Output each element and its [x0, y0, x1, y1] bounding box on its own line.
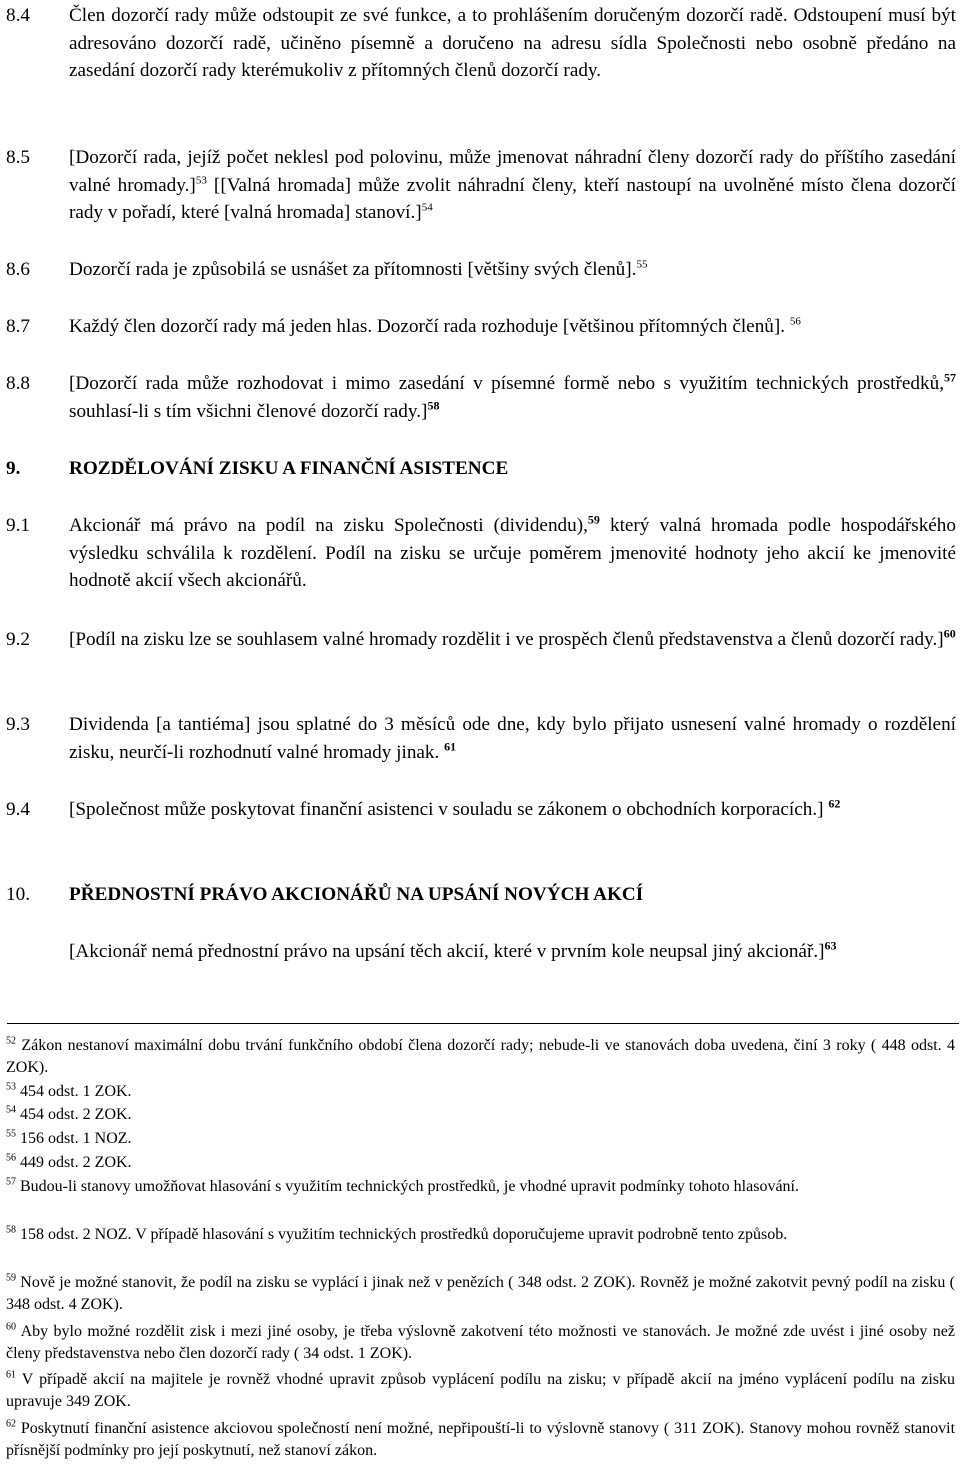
section-title: PŘEDNOSTNÍ PRÁVO AKCIONÁŘŮ NA UPSÁNÍ NOVÝCH AKCÍ: [69, 884, 644, 905]
clause-text: [69, 313, 956, 341]
footnote: [6, 1128, 955, 1150]
clause-text-part: Dozorčí rada je způsobilá se usnášet za přítomnosti [většiny svých členů].: [69, 259, 637, 280]
clause-text-part: který valná hromada podle hospodářského výsledku schválila k rozdělení. Podíl na zisku se určuje poměrem jmenovité hodnoty jeho akcií ke jmenovité hodnotě akcií všech akcionářů.: [69, 515, 956, 591]
footnote-ref: 61: [444, 739, 457, 754]
footnote-ref: 60: [943, 626, 956, 641]
clause-text-part: [[Valná hromada] může zvolit náhradní členy, kteří nastoupí na uvolněné místo člena dozorčí rady v pořadí, které [valná hromada] stanoví.]: [69, 174, 956, 223]
clause-text-part: Akcionář má právo na podíl na zisku Společnosti (dividendu),: [69, 515, 588, 536]
clause-number: 8.5: [6, 147, 30, 168]
footnote-number: 52: [6, 1035, 16, 1047]
footnote-text: Zákon nestanoví maximální dobu trvání funkčního období člena dozorčí rady; nebude-li ve stanovách doba uvedena, činí 3 roky ( 448 odst. 4 ZOK).: [6, 1037, 955, 1077]
footnote-number: 58: [6, 1224, 16, 1236]
clause-text-part: [Akcionář nemá přednostní právo na upsání těch akcií, které v prvním kole neupsal jiný akcionář.]: [69, 941, 825, 962]
clause-number: 8.6: [6, 259, 30, 280]
footnote-number: 61: [6, 1369, 16, 1381]
clause-text-part: Každý člen dozorčí rady má jeden hlas. Dozorčí rada rozhoduje [většinou přítomných členů].: [69, 316, 786, 337]
clause-text: [69, 512, 956, 595]
clause-text: [69, 938, 956, 966]
footnote-number: 57: [6, 1176, 16, 1188]
clause-number: 9.2: [6, 629, 30, 650]
footnote-separator: [7, 1023, 959, 1024]
footnote-number: 62: [6, 1418, 16, 1430]
footnote-ref: 57: [944, 370, 956, 385]
footnote-number: 60: [6, 1321, 16, 1333]
clause-text-part: [Podíl na zisku lze se souhlasem valné hromady rozdělit i ve prospěch členů představenstva a členů dozorčí rady.]: [69, 629, 944, 650]
footnote-ref: 56: [789, 315, 801, 328]
footnote: [6, 1081, 955, 1103]
footnote: [6, 1272, 955, 1317]
footnote: [6, 1176, 955, 1198]
clause-text-part: [Dozorčí rada, jejíž počet neklesl pod polovinu, může jmenovat náhradní členy dozorčí rady do příštího zasedání valné hromady.]: [69, 147, 956, 196]
footnote: [6, 1369, 955, 1414]
footnote-text: Aby bylo možné rozdělit zisk i mezi jiné osoby, je třeba výslovně zakotvení této možnosti ve stanovách. Je možné zde uvést i jiné osoby než členy představenstva nebo člen dozorčí rady ( 34 odst. 1 ZOK).: [6, 1323, 955, 1363]
footnote: [6, 1224, 955, 1246]
footnote-number: 56: [6, 1152, 16, 1164]
footnote-ref: 54: [421, 201, 433, 214]
clause-number: 8.4: [6, 5, 30, 26]
footnote-text: 156 odst. 1 NOZ.: [20, 1130, 132, 1147]
clause-number: 9.1: [6, 515, 30, 536]
footnote-number: 59: [6, 1272, 16, 1284]
footnote: [6, 1418, 955, 1463]
footnote-ref: 62: [828, 796, 841, 811]
section-number: 10.: [6, 884, 30, 905]
footnote-text: 454 odst. 1 ZOK.: [20, 1083, 132, 1100]
footnote-ref: 53: [195, 174, 207, 187]
footnote-ref: 63: [824, 938, 837, 953]
footnote-ref: 58: [427, 398, 440, 413]
footnote-text: 158 odst. 2 NOZ. V případě hlasování s využitím technických prostředků doporučujeme upravit podrobně tento způsob.: [20, 1226, 788, 1243]
footnote: [6, 1152, 955, 1174]
clause-text: Člen dozorčí rady může odstoupit ze své funkce, a to prohlášením doručeným dozorčí radě. Odstoupení musí být adresováno dozorčí radě, učiněno písemně a doručeno na adresu sídla Společnosti nebo osobně předáno na zasedání dozorčí rady kterémukoliv z přítomných členů dozorčí rady.: [69, 5, 956, 81]
section-title: ROZDĚLOVÁNÍ ZISKU A FINANČNÍ ASISTENCE: [69, 458, 509, 479]
clause-number: 8.8: [6, 373, 30, 394]
footnote-text: V případě akcií na majitele je rovněž vhodné upravit způsob vyplácení podílu na zisku; v případě akcií na jméno vyplácení podílu na zisku upravuje 349 ZOK.: [6, 1371, 956, 1411]
footnote-text: 449 odst. 2 ZOK.: [20, 1154, 132, 1171]
clause-text: [69, 796, 956, 824]
footnote-text: Nově je možné stanovit, že podíl na zisku se vyplácí i jinak než v penězích ( 348 odst. 2 ZOK). Rovněž je možné zakotvit pevný podíl na zisku ( 348 odst. 4 ZOK).: [6, 1274, 955, 1314]
footnote-number: 53: [6, 1081, 16, 1093]
section-number: 9.: [6, 458, 21, 479]
footnote: [6, 1035, 955, 1080]
clause-text-part: [Společnost může poskytovat finanční asistenci v souladu se zákonem o obchodních korporacích.]: [69, 799, 824, 820]
footnote-text: Budou-li stanovy umožňovat hlasování s využitím technických prostředků, je vhodné upravit podmínky tohoto hlasování.: [20, 1178, 799, 1195]
clause-text-part: souhlasí-li s tím všichni členové dozorčí rady.]: [69, 400, 428, 422]
footnote: [6, 1104, 955, 1126]
clause-text: [69, 626, 956, 654]
clause-number: 9.3: [6, 714, 30, 735]
clause-text-part: [Dozorčí rada může rozhodovat i mimo zasedání v písemné formě nebo s využitím technických prostředků,: [69, 373, 944, 394]
clause-text-part: Dividenda [a tantiéma] jsou splatné do 3 měsíců ode dne, kdy bylo přijato usnesení valné hromady o rozdělení zisku, neurčí-li rozhodnutí valné hromady jinak.: [69, 714, 956, 763]
clause-number: 8.7: [6, 316, 30, 337]
footnote-number: 55: [6, 1128, 16, 1140]
clause-text: [69, 370, 956, 425]
footnote: [6, 1321, 955, 1366]
clause-text: [69, 711, 956, 766]
footnote-text: 454 odst. 2 ZOK.: [20, 1106, 132, 1123]
footnote-number: 54: [6, 1104, 16, 1116]
clause-number: 9.4: [6, 799, 30, 820]
footnote-ref: 59: [587, 512, 600, 527]
clause-text: [69, 256, 956, 284]
clause-text: [69, 144, 956, 227]
footnote-text: Poskytnutí finanční asistence akciovou společností není možné, nepřipouští-li to výslovně stanovy ( 311 ZOK). Stanovy mohou rovněž stanovit přísnější podmínky pro její poskytnutí, než stanoví zákon.: [6, 1420, 956, 1460]
footnote-ref: 55: [636, 258, 648, 271]
